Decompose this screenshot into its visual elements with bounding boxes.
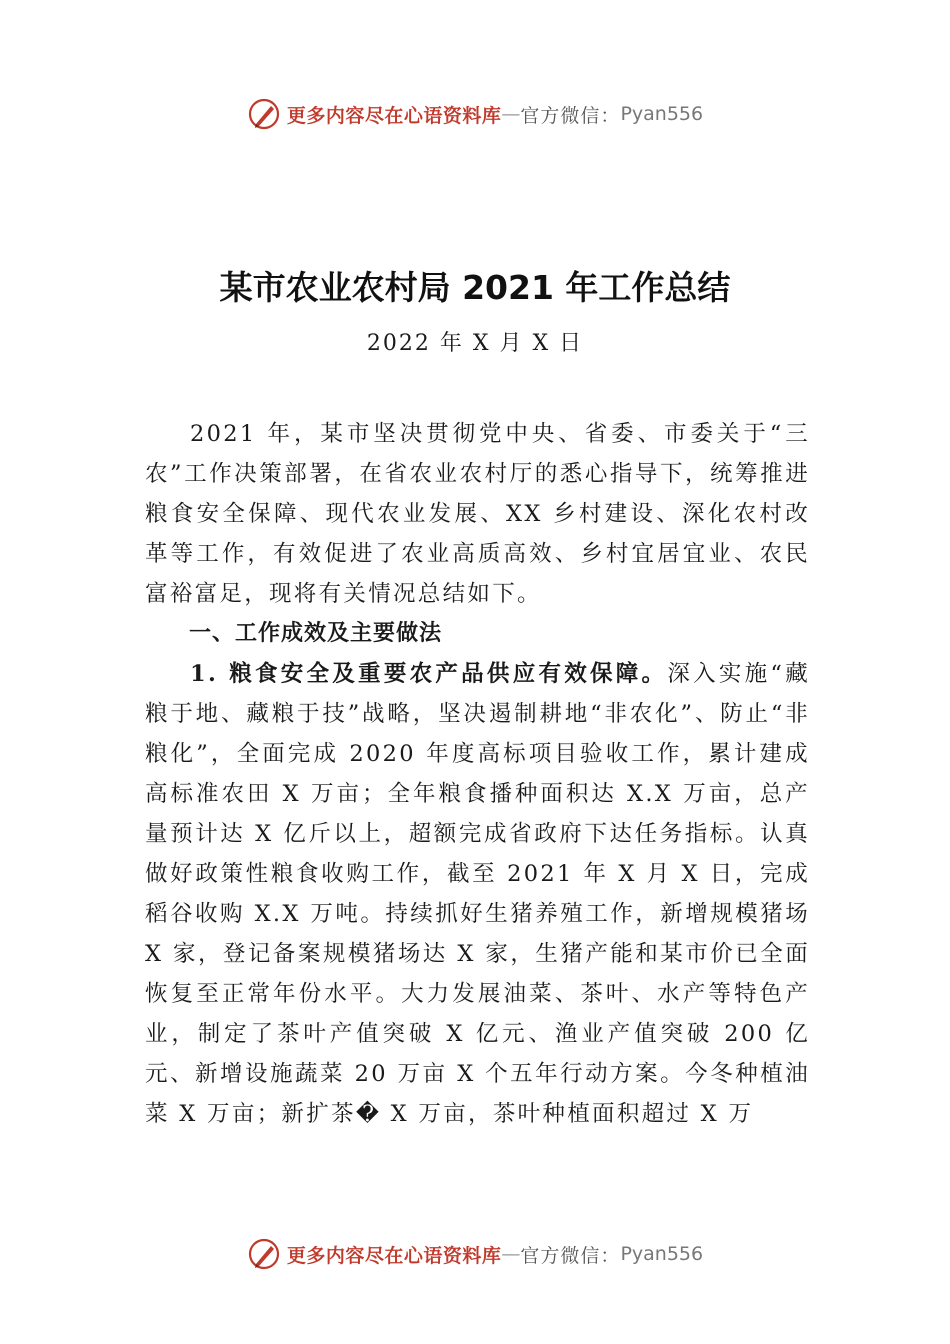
watermark-separator: — — [501, 103, 521, 125]
item-body: 深入实施“藏粮于地、藏粮于技”战略，坚决遏制耕地“非农化”、防止“非粮化”，全面完成 2020 年度高标项目验收工作，累计建成高标准农田 X 万亩；全年粮食播种面积达 X.X 万亩，总产量预计达 X 亿斤以上，超额完成省政府下达任务指标。认真做好政策性粮食收购工作，截至 2021 年 X 月 X 日，完成稻谷收购 X.X 万吨。持续抓好生猪养殖工作，新增规模猪场 X 家，登记备案规模猪场达 X 家，生猪产能和某市价已全面恢复至正常年份水平。大力发展油菜、茶叶、水产等特色产业，制定了茶叶产值突破 X 亿元、渔业产值突破 200 亿元、新增设施蔬菜 20 万亩 X 个五年行动方案。今冬种植油菜 X 万亩；新扩茶� X 万亩，茶叶种植面积超过 X 万 — [145, 661, 810, 1127]
item-lead: 1. 粮食安全及重要农产品供应有效保障。 — [190, 661, 668, 687]
watermark-main-text: 更多内容尽在心语资料库 — [286, 1244, 502, 1267]
watermark-main-text: 更多内容尽在心语资料库 — [286, 104, 502, 127]
document-date: 2022 年 X 月 X 日 — [366, 331, 584, 356]
watermark-wechat-label: 官方微信： — [520, 1244, 621, 1267]
document-body — [145, 414, 810, 1134]
pen-logo-icon — [247, 97, 281, 131]
watermark-banner-bottom — [0, 1234, 950, 1274]
watermark-wechat-label: 官方微信： — [520, 104, 621, 127]
intro-paragraph: 2021 年，某市坚决贯彻党中央、省委、市委关于“三农”工作决策部署，在省农业农村厅的悉心指导下，统筹推进粮食安全保障、现代农业发展、XX 乡村建设、深化农村改革等工作，有效促进了农业高质高效、乡村宜居宜业、农民富裕富足，现将有关情况总结如下。 — [145, 421, 810, 607]
document-title: 某市农业农村局 2021 年工作总结 — [219, 268, 731, 307]
item-paragraph — [145, 654, 810, 1134]
pen-logo-icon — [247, 1237, 281, 1271]
watermark-wechat-id: Pyan556 — [620, 103, 704, 125]
watermark-separator: — — [501, 1243, 521, 1265]
watermark-banner-top — [0, 94, 950, 134]
watermark-wechat-id: Pyan556 — [620, 1243, 704, 1265]
section-heading: 一、工作成效及主要做法 — [189, 621, 443, 646]
